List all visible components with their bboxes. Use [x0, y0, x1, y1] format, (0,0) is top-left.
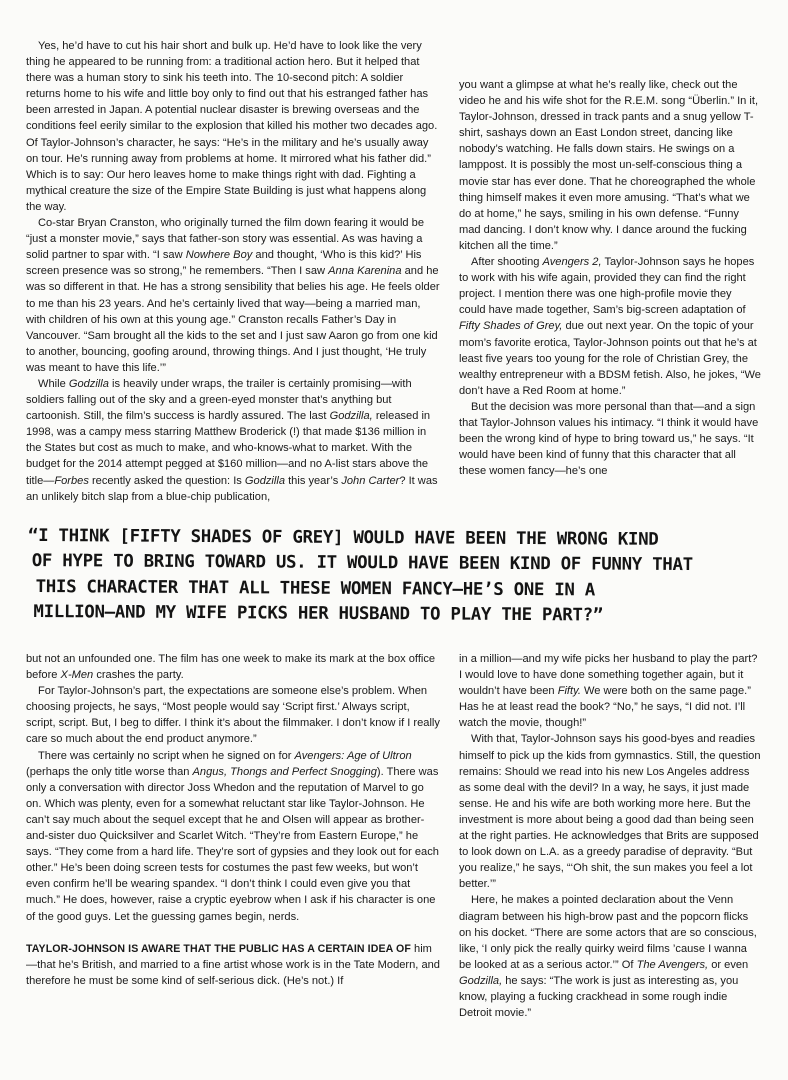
- paragraph: There was certainly no script when he signed on for Avengers: Age of Ultron (perhaps the only title worse than Angus, Thongs and Perfect Snogging). There was only a conversation with director Joss Whedon and the reputation of Marvel to go on. Which was plenty, even for a somewhat reluctant star like Taylor-Johnson. He can’t say much about the sequel except that he and Olsen will appear as brother-and-sister duo Quicksilver and Scarlet Witch. “They’re from Eastern Europe,” he says. “They come from a hard life. They’re sort of gypsies and they look out for each other.” He’s been doing screen tests for costumes the past few weeks, but won’t even confirm he’ll be wearing spandex. “I don’t think I could even give you that much.” He does, however, raise a cryptic eyebrow when I ask if his character is one of the good guys. Let the guessing games begin, nerds.: [26, 749, 439, 923]
- paragraph: But the decision was more personal than that—and a sign that Taylor-Johnson values his intimacy. “I think it would have been the wrong kind of hype to bring toward us,” he says. “It would have been kind of funny that this character that all these women fancy—he’s one: [459, 400, 759, 478]
- paragraph: you want a glimpse at what he’s really like, check out the video he and his wife shot for the R.E.M. song “Überlin.” In it, Taylor-Johnson, dressed in track pants and a snug yellow T-shirt, sashays down an East London street, dancing like nobody’s watching. He falls down stairs. He swings on a lamppost. It is possibly the most un-self-conscious thing a movie star has ever done. That he choreographed the whole thing himself makes it even more amusing. “That’s what we do at home,” he says, smiling in his own defense. “Funny mad dancing. I don’t know why. I dance around the fucking kitchen all the time.”: [459, 79, 759, 252]
- paragraph: but not an unfounded one. The film has one week to make its mark at the box office before X-Men crashes the party.: [26, 653, 436, 682]
- paragraph: Here, he makes a pointed declaration about the Venn diagram between his high-brow past and the popcorn flicks on his docket. “There are some actors that are so conscious, like, ‘I only pick the really quirky weird films ’cause I wanna be looked at as a serious actor.’” Of The Avengers, or even Godzilla, he says: “The work is just as interesting as, you know, playing a fucking crackhead in some rough indie Detroit movie.”: [459, 894, 757, 1020]
- paragraph-section-lead: TAYLOR-JOHNSON IS AWARE THAT THE PUBLIC HAS A CERTAIN IDEA OF him—that he’s British, and married to a fine artist whose work is in the Tate Modern, and therefore he must be some kind of self-serious dick. (He’s not.) If: [26, 942, 440, 987]
- paragraph: With that, Taylor-Johnson says his good-byes and readies himself to pick up the kids from gymnastics. Still, the question remains: Should we read into his new Los Angeles address as some deal with the devil? In a way, he says, it just made sense. He and his wife are both working more here. But the investment is more about being a good dad than being seen at the right parties. He acknowledges that Brits are supposed to look down on L.A. as a greedy paradise of depravity. “But you realize,” he says, “‘Oh shit, the sun makes you feel a lot better.’”: [459, 733, 761, 891]
- pull-quote-line: THIS CHARACTER THAT ALL THESE WOMEN FANCY—HE’S ONE IN A: [35, 576, 596, 601]
- paragraph: After shooting Avengers 2, Taylor-Johnson says he hopes to work with his wife again, provided they can find the right project. I mention there was one high-profile movie they could have made together, Sam’s big-screen adaptation of Fifty Shades of Grey, due out next year. On the topic of your mom’s favorite erotica, Taylor-Johnson points out that he’s at least five years too young for the role of Christian Grey, the wealthy entrepreneur with a BDSM fetish. Also, he jokes, “We don’t have a Red Room at home.”: [459, 256, 761, 397]
- paragraph: Yes, he’d have to cut his hair short and bulk up. He’d have to look like the very thing he appeared to be running from: a traditional action hero. But it helped that there was a human story to sink his teeth into. The 10-second pitch: A soldier returns home to his wife and little boy only to find out that his estranged father has been arrested in Japan. A potential nuclear disaster is brewing overseas and the conditions feel eerily similar to the explosion that killed his mother two decades ago. Of Taylor-Johnson’s character, he says: “He’s in the military and he’s usually away on tour. He’s running away from problems at home. It mirrored what his father did.” Which is to say: Our hero leaves home to make things right with dad. Fighting a mythical creature the size of the Empire State Building is just what happens along the way.: [26, 40, 438, 213]
- handwritten-pull-quote: [27, 524, 778, 630]
- pull-quote-line: “I THINK [FIFTY SHADES OF GREY] WOULD HAVE BEEN THE WRONG KIND: [27, 525, 659, 550]
- paragraph: While Godzilla is heavily under wraps, the trailer is certainly promising—with soldiers falling out of the sky and a green-eyed monster that’s anything but cartoonish. Still, the film’s success is hardly assured. The last Godzilla, released in 1998, was a campy mess starring Matthew Broderick (!) that made $136 million in the States but cost as much to make, and who-knows-what to market. With the budget for the 2014 attempt pegged at $160 million—and no A-list stars above the title—Forbes recently asked the question: Is Godzilla this year’s John Carter? It was an unlikely bitch slap from a blue-chip publication,: [26, 377, 438, 503]
- paragraph: in a million—and my wife picks her husband to play the part? I would love to have done something together again, but it wouldn’t have been Fifty. We were both on the same page.” Has he at least read the book? “No,” he says, “I did not. I’ll watch the movie, though!”: [459, 653, 758, 730]
- section-lead-in: TAYLOR-JOHNSON IS AWARE THAT THE PUBLIC HAS A CERTAIN IDEA OF: [26, 942, 411, 955]
- article-column-right-bottom: [459, 651, 761, 1021]
- paragraph: For Taylor-Johnson’s part, the expectations are someone else’s problem. When choosing projects, he says, “Most people would say ‘Script first.’ Always script, script, script. But, I beg to differ. I think it’s about the filmmaker. I don’t know if I really care so much about the end product anymore.”: [26, 685, 440, 746]
- article-column-left-top: [26, 38, 440, 505]
- pull-quote-line: OF HYPE TO BRING TOWARD US. IT WOULD HAVE BEEN KIND OF FUNNY THAT: [31, 551, 693, 576]
- paragraph: Co-star Bryan Cranston, who originally turned the film down fearing it would be “just a monster movie,” says that father-son story was essential. As was having a solid partner to spar with. “I saw Nowhere Boy and thought, ‘Who is this kid?’ His screen presence was so strong,” he remembers. “Then I saw Anna Karenina and he was so different in that. He has a strong sensibility that belies his age. He feels older to me than his 23 years. And he’s certainly lived that way—being a married man, with children of his own at this young age.” Cranston recalls Father’s Day in Vancouver. “Sam brought all the kids to the set and I just saw Aaron go from one kid to another, bouncing, goofing around, throwing things. And I just thought, ‘He truly was meant to have this life.’”: [26, 217, 440, 374]
- article-column-right-top: [459, 77, 761, 479]
- pull-quote-line: MILLION—AND MY WIFE PICKS HER HUSBAND TO PLAY THE PART?”: [33, 601, 604, 626]
- article-column-left-bottom: [26, 651, 440, 989]
